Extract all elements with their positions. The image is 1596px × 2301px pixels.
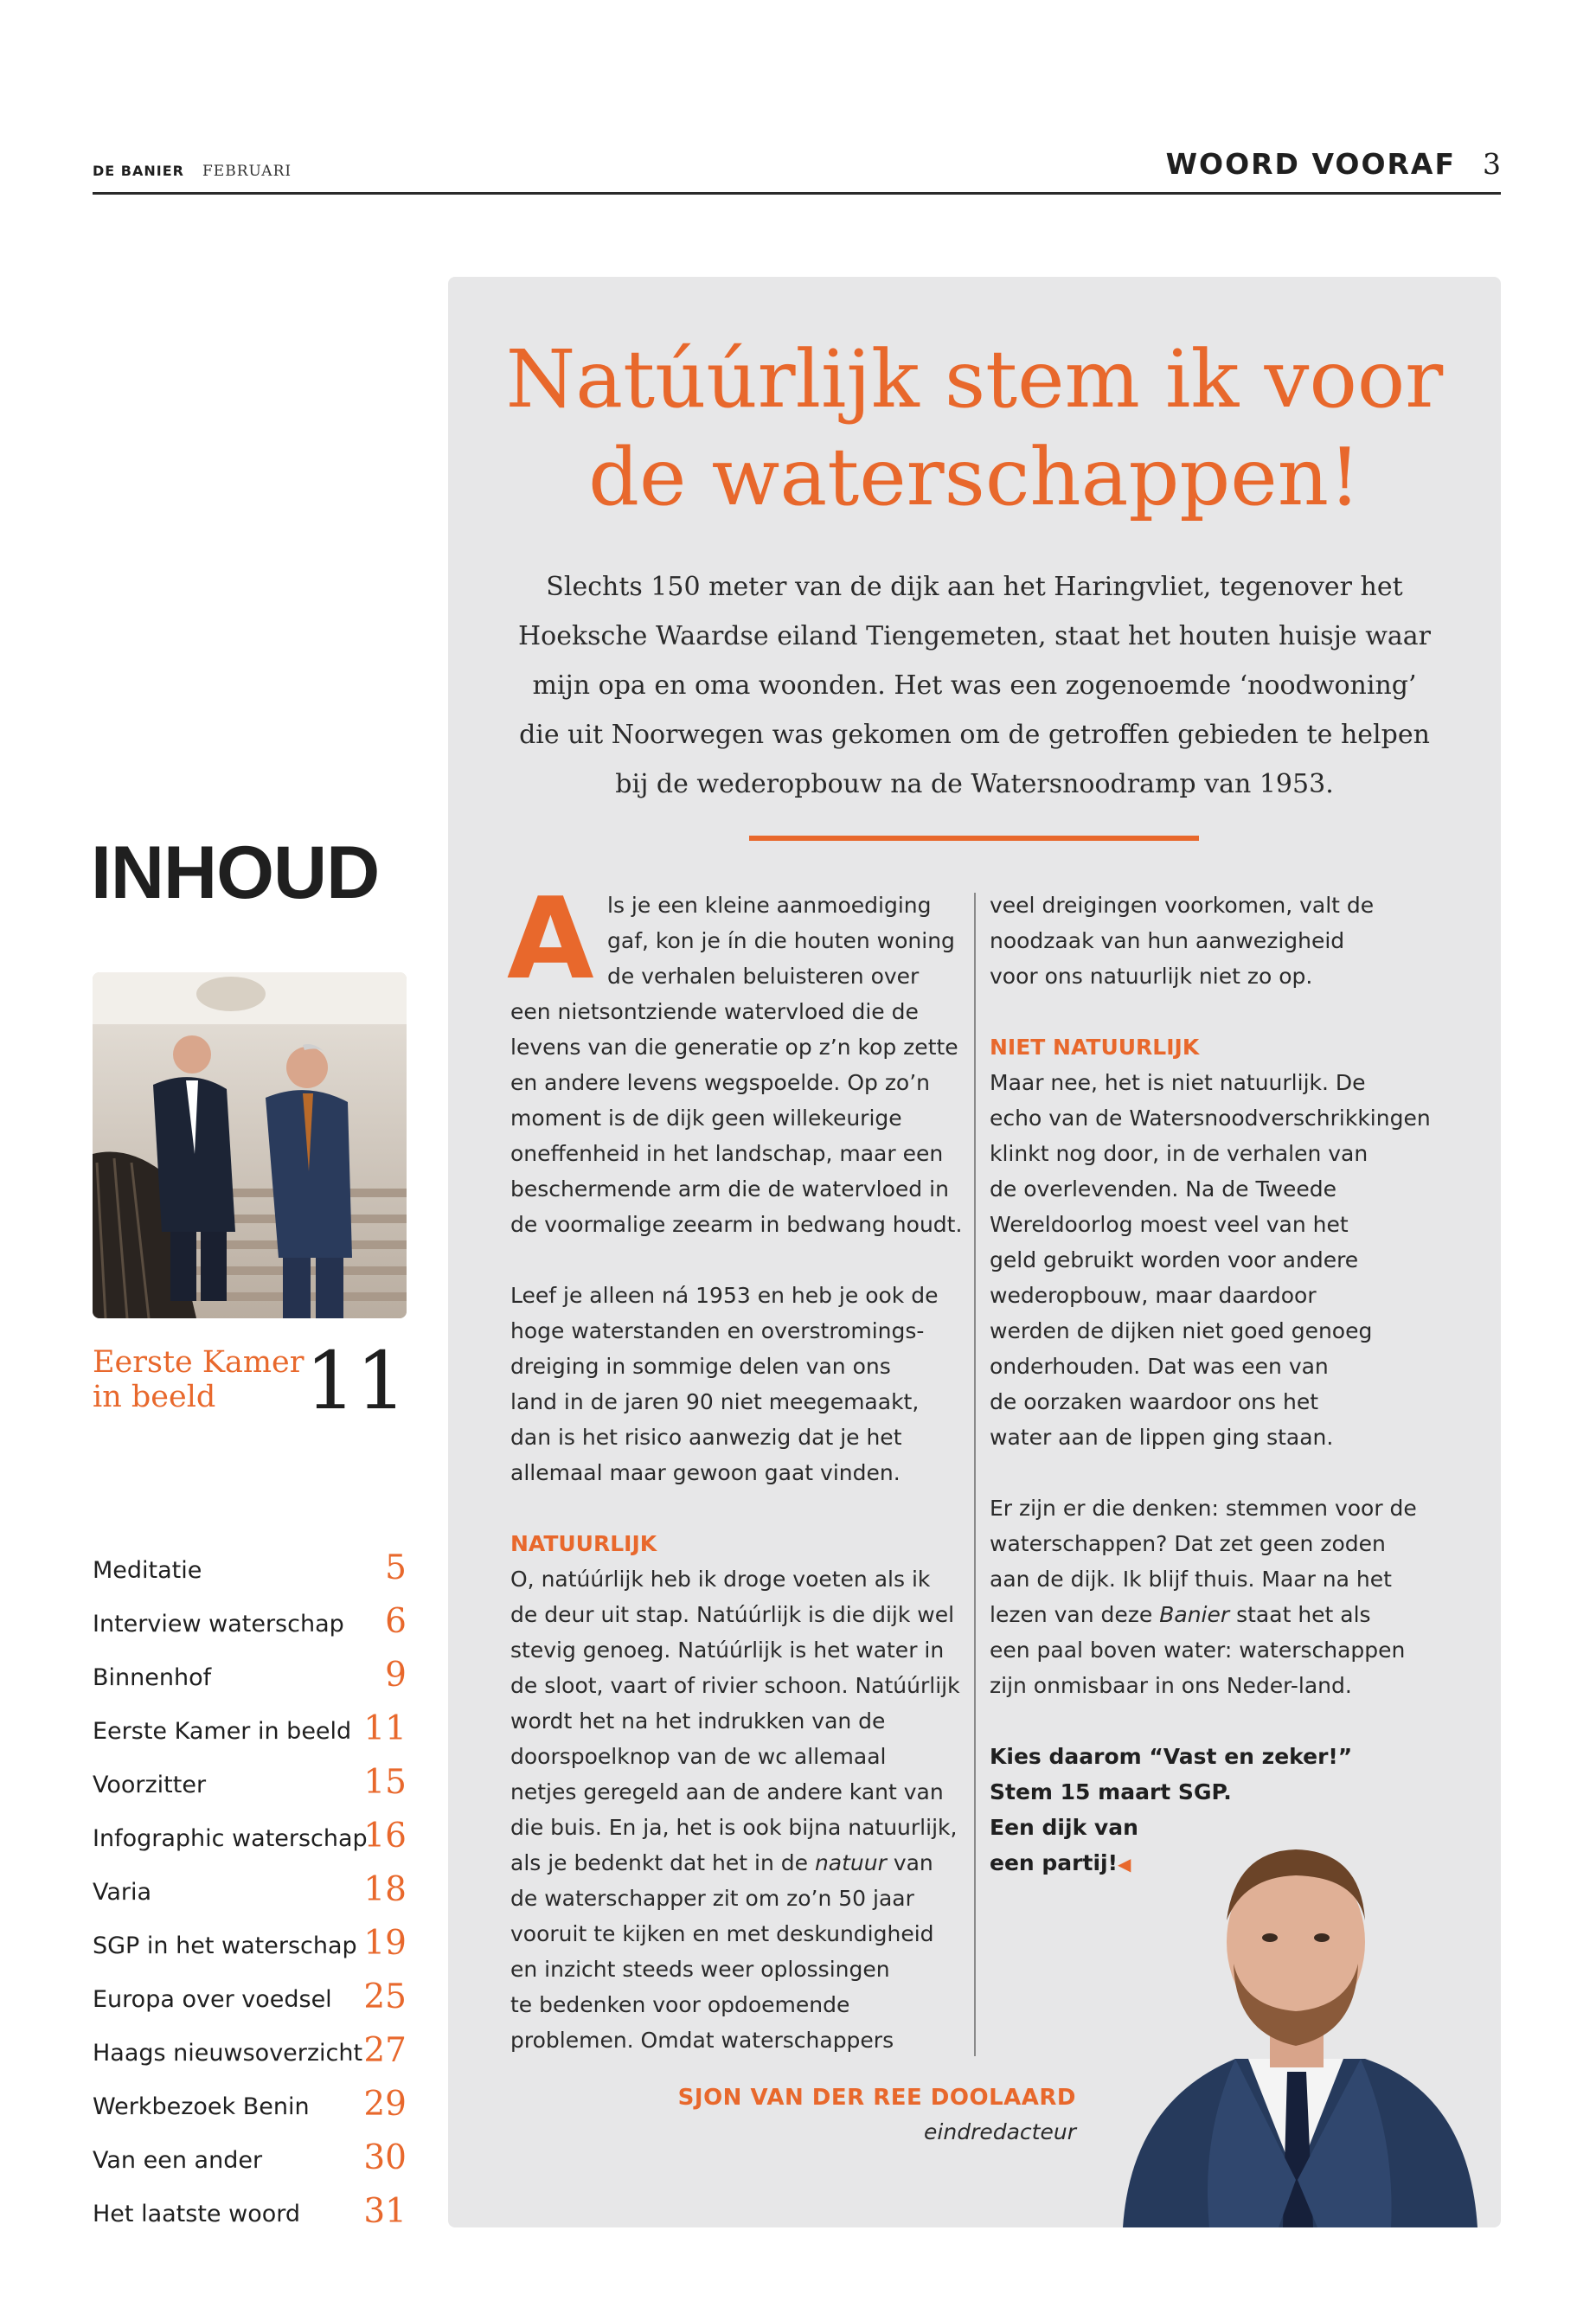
toc-label: Varia <box>93 1879 152 1906</box>
closing-line: Een dijk van <box>990 1815 1138 1840</box>
author-signature <box>448 2085 1076 2144</box>
toc-label: Eerste Kamer in beeld <box>93 1718 352 1745</box>
toc-label: Interview waterschap <box>93 1611 344 1638</box>
toc-item[interactable] <box>93 1602 407 1656</box>
toc-label: Binnenhof <box>93 1664 212 1691</box>
article-column-left <box>507 873 995 2058</box>
text-line: echo van de Watersnoodverschrikkingen <box>990 1106 1431 1131</box>
toc-label: Voorzitter <box>93 1772 207 1798</box>
table-of-contents <box>93 1548 407 2246</box>
toc-label: SGP in het waterschap <box>93 1932 357 1959</box>
contents-title: INHOUD <box>91 831 380 914</box>
text-span: een partij! <box>990 1850 1118 1875</box>
toc-item[interactable] <box>93 2138 407 2192</box>
toc-page: 11 <box>363 1709 407 1748</box>
text-line: de deur uit stap. Natúúrlijk is die dijk wel <box>510 1602 955 1627</box>
article-card <box>448 277 1501 2227</box>
text-line: noodzaak van hun aanwezigheid <box>990 928 1345 953</box>
lead-line: Hoeksche Waardse eiland Tiengemeten, staat het houten huisje waar <box>518 621 1431 651</box>
feature-page-number: 11 <box>304 1335 407 1427</box>
toc-label: Werkbezoek Benin <box>93 2093 310 2120</box>
column-rule <box>974 893 976 2056</box>
text-line: de sloot, vaart of rivier schoon. Natúúrlijk <box>510 1673 960 1698</box>
toc-page: 5 <box>385 1548 407 1587</box>
italic-word: Banier <box>1159 1602 1230 1627</box>
closing-line: Kies daarom “Vast en zeker!” <box>990 1744 1353 1769</box>
toc-item[interactable] <box>93 1709 407 1763</box>
text-line: land in de jaren 90 niet meegemaakt, <box>510 1389 920 1414</box>
text-line: een paal boven water: waterschappen <box>990 1638 1406 1663</box>
toc-item[interactable] <box>93 1870 407 1924</box>
lead-line: bij de wederopbouw na de Watersnoodramp van 1953. <box>615 769 1334 799</box>
text-line: gaf, kon je ín die houten woning <box>607 928 955 953</box>
text-line: de waterschapper zit om zo’n 50 jaar <box>510 1886 914 1911</box>
article-column-right <box>990 888 1478 1881</box>
text-line: netjes geregeld aan de andere kant van <box>510 1779 944 1804</box>
feature-link[interactable] <box>93 1335 407 1432</box>
toc-label: Infographic waterschap <box>93 1825 368 1852</box>
text-line: geld gebruikt worden voor andere <box>990 1247 1359 1272</box>
text-line: klinkt nog door, in de verhalen van <box>990 1141 1368 1166</box>
text-line: problemen. Omdat waterschappers <box>510 2028 894 2053</box>
text-line: vooruit te kijken en met deskundigheid <box>510 1921 934 1946</box>
text-line: oneffenheid in het landschap, maar een <box>510 1141 944 1166</box>
text-line: wordt het na het indrukken van de <box>510 1708 886 1734</box>
section-title: WOORD VOORAF <box>1165 147 1456 181</box>
author-role: eindredacteur <box>924 2119 1076 2144</box>
feature-label <box>93 1345 304 1414</box>
subheading: NATUURLIJK <box>510 1531 657 1556</box>
text-line: hoge waterstanden en overstromings- <box>510 1318 925 1343</box>
headline-line: Natúúrlijk stem ik voor <box>505 333 1444 426</box>
feature-label-line: Eerste Kamer <box>93 1345 304 1380</box>
toc-page: 27 <box>363 2031 407 2070</box>
text-line: Maar nee, het is niet natuurlijk. De <box>990 1070 1366 1095</box>
article-lead <box>509 562 1440 809</box>
toc-item[interactable] <box>93 1656 407 1709</box>
issue-month: FEBRUARI <box>202 163 292 180</box>
paragraph-gap <box>990 1455 1478 1490</box>
author-portrait <box>1106 1773 1486 2227</box>
text-line: werden de dijken niet goed genoeg <box>990 1318 1373 1343</box>
text-line: zijn onmisbaar in ons Neder-land. <box>990 1673 1352 1698</box>
text-line: allemaal maar gewoon gaat vinden. <box>510 1460 901 1485</box>
paragraph-gap <box>510 1490 995 1526</box>
text-span: staat het als <box>1229 1602 1371 1627</box>
toc-label: Van een ander <box>93 2147 263 2174</box>
lead-line: Slechts 150 meter van de dijk aan het Haringvliet, tegenover het <box>546 572 1403 602</box>
toc-page: 30 <box>363 2138 407 2177</box>
text-line: en andere levens wegspoelde. Op zo’n <box>510 1070 931 1095</box>
text-line: veel dreigingen voorkomen, valt de <box>990 893 1375 918</box>
toc-page: 31 <box>363 2192 407 2231</box>
text-line: een nietsontziende watervloed die de <box>510 999 919 1024</box>
text-line: de oorzaken waardoor ons het <box>990 1389 1319 1414</box>
magazine-name: DE BANIER <box>93 163 184 179</box>
paragraph-gap <box>990 1703 1478 1739</box>
end-mark-icon: ◀ <box>1118 1854 1131 1875</box>
toc-label: Meditatie <box>93 1557 202 1584</box>
orange-divider <box>749 836 1199 841</box>
text-line: O, natúúrlijk heb ik droge voeten als ik <box>510 1567 931 1592</box>
text-line: water aan de lippen ging staan. <box>990 1425 1334 1450</box>
paragraph-gap <box>990 994 1478 1029</box>
text-line: te bedenken voor opdoemende <box>510 1992 850 2017</box>
text-line <box>510 1845 995 1881</box>
text-line <box>990 1597 1478 1632</box>
italic-word: natuur <box>814 1850 887 1875</box>
headline-line: de waterschappen! <box>588 431 1361 523</box>
text-line: de voormalige zeearm in bedwang houdt. <box>510 1212 963 1237</box>
toc-item[interactable] <box>93 1977 407 2031</box>
text-line: de overlevenden. Na de Tweede <box>990 1176 1337 1202</box>
toc-item[interactable] <box>93 1548 407 1602</box>
author-name: SJON VAN DER REE DOOLAARD <box>677 2085 1076 2111</box>
text-line: beschermende arm die de watervloed in <box>510 1176 949 1202</box>
text-line: doorspoelknop van de wc allemaal <box>510 1744 887 1769</box>
lead-line: die uit Noorwegen was gekomen om de getroffen gebieden te helpen <box>519 720 1430 750</box>
text-line: dan is het risico aanwezig dat je het <box>510 1425 902 1450</box>
subheading: NIET NATUURLIJK <box>990 1035 1200 1060</box>
drop-cap: A <box>507 873 594 1004</box>
text-line: levens van die generatie op z’n kop zette <box>510 1035 958 1060</box>
text-line: voor ons natuurlijk niet zo op. <box>990 964 1313 989</box>
text-line: moment is de dijk geen willekeurige <box>510 1106 902 1131</box>
toc-label: Het laatste woord <box>93 2201 300 2227</box>
text-line: die buis. En ja, het is ook bijna natuurlijk, <box>510 1815 958 1840</box>
text-line: stevig genoeg. Natúúrlijk is het water in <box>510 1638 945 1663</box>
text-line: waterschappen? Dat zet geen zoden <box>990 1531 1386 1556</box>
text-line: wederopbouw, maar daardoor <box>990 1283 1317 1308</box>
intro-paragraph <box>507 873 995 1004</box>
toc-page: 25 <box>363 1977 407 2016</box>
text-span: als je bedenkt dat het in de <box>510 1850 815 1875</box>
text-line: Er zijn er die denken: stemmen voor de <box>990 1496 1417 1521</box>
text-span: lezen van deze <box>990 1602 1160 1627</box>
paragraph-gap <box>510 1242 995 1278</box>
text-line: en inzicht steeds weer oplossingen <box>510 1957 890 1982</box>
page-number: 3 <box>1483 147 1501 181</box>
lead-line: mijn opa en oma woonden. Het was een zogenoemde ‘noodwoning’ <box>532 670 1417 701</box>
feature-photo <box>93 972 407 1318</box>
text-line: aan de dijk. Ik blijf thuis. Maar na het <box>990 1567 1392 1592</box>
feature-label-line: in beeld <box>93 1380 216 1414</box>
toc-label: Europa over voedsel <box>93 1986 332 2013</box>
closing-line: Stem 15 maart SGP. <box>990 1779 1232 1804</box>
text-line: onderhouden. Dat was een van <box>990 1354 1329 1379</box>
text-line: de verhalen beluisteren over <box>607 964 920 989</box>
toc-item[interactable] <box>93 2085 407 2138</box>
toc-page: 18 <box>363 1870 407 1909</box>
toc-item[interactable] <box>93 2031 407 2085</box>
toc-page: 29 <box>363 2085 407 2124</box>
toc-label: Haags nieuwsoverzicht <box>93 2040 363 2067</box>
toc-item[interactable] <box>93 2192 407 2246</box>
toc-item[interactable] <box>93 1924 407 1977</box>
text-line: ls je een kleine aanmoediging <box>607 893 932 918</box>
toc-page: 16 <box>363 1817 407 1856</box>
article-headline <box>448 330 1501 526</box>
toc-item[interactable] <box>93 1817 407 1870</box>
toc-page: 9 <box>385 1656 407 1695</box>
toc-item[interactable] <box>93 1763 407 1817</box>
toc-page: 6 <box>385 1602 407 1641</box>
text-line: dreiging in sommige delen van ons <box>510 1354 891 1379</box>
text-line: Wereldoorlog moest veel van het <box>990 1212 1349 1237</box>
text-span: van <box>886 1850 933 1875</box>
toc-page: 15 <box>363 1763 407 1802</box>
text-line: Leef je alleen ná 1953 en heb je ook de <box>510 1283 939 1308</box>
toc-page: 19 <box>363 1924 407 1963</box>
page-header <box>93 147 1501 195</box>
